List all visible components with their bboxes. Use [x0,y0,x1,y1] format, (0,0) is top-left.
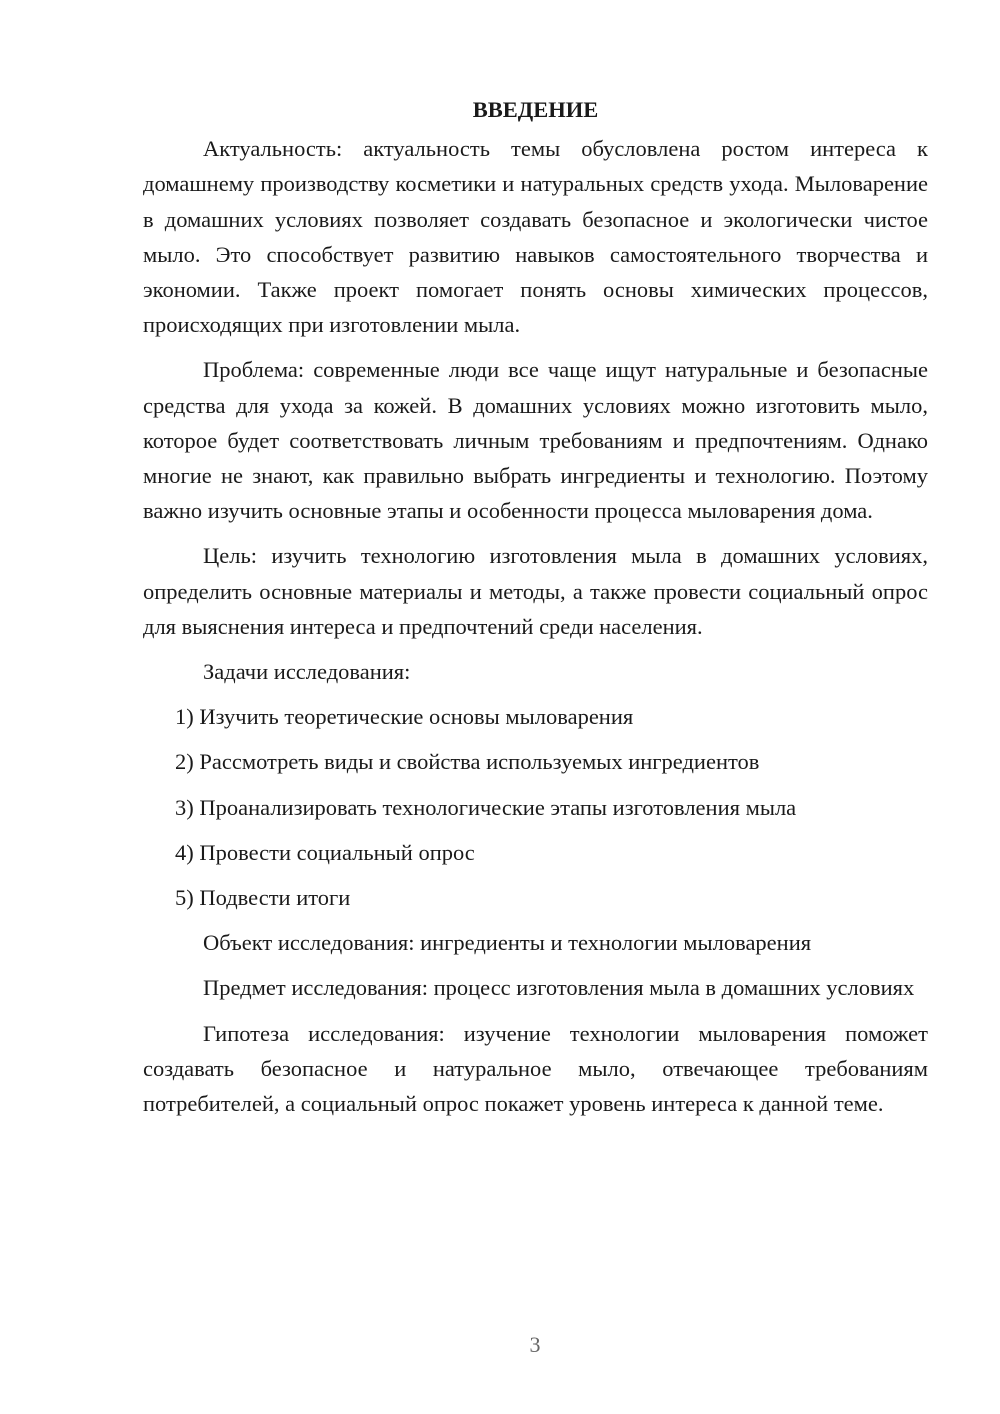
tasks-list [143,699,928,915]
problem-paragraph: Проблема: современные люди все чаще ищут натуральные и безопасные средства для ухода за кожей. В домашних условиях можно изготовить мыло, которое будет соответствовать личным требованиям и предпочтениям. Однако многие не знают, как правильно выбрать ингредиенты и технологию. Поэтому важно изучить основные этапы и особенности процесса мыловарения дома. [143,357,928,524]
task-item: 4) Провести социальный опрос [175,839,475,865]
hypothesis-paragraph: Гипотеза исследования: изучение технологии мыловарения поможет создавать безопасное и натуральное мыло, отвечающее требованиям потребителей, а социальный опрос покажет уровень интереса к данной теме. [143,1020,928,1117]
task-item: 3) Проанализировать технологические этапы изготовления мыла [175,794,797,820]
task-item: 1) Изучить теоретические основы мыловарения [175,704,634,730]
object-paragraph: Объект исследования: ингредиенты и технологии мыловарения [203,930,812,956]
relevance-paragraph: Актуальность: актуальность темы обусловлена ростом интереса к домашнему производству косметики и натуральных средств ухода. Мыловарение в домашних условиях позволяет создавать безопасное и экологически чистое мыло. Это способствует развитию навыков самостоятельного творчества и экономии. Также проект помогает понять основы химических процессов, происходящих при изготовлении мыла. [143,136,928,338]
goal-paragraph: Цель: изучить технологию изготовления мыла в домашних условиях, определить основные материалы и методы, а также провести социальный опрос для выяснения интереса и предпочтений среди населения. [143,543,928,639]
task-item: 2) Рассмотреть виды и свойства используемых ингредиентов [175,749,760,775]
page-content [143,92,928,1131]
page-title: ВВЕДЕНИЕ [472,97,599,122]
tasks-title: Задачи исследования: [203,659,411,685]
subject-paragraph: Предмет исследования: процесс изготовления мыла в домашних условиях [203,975,915,1001]
page-number: 3 [529,1332,541,1357]
task-item: 5) Подвести итоги [175,885,351,911]
